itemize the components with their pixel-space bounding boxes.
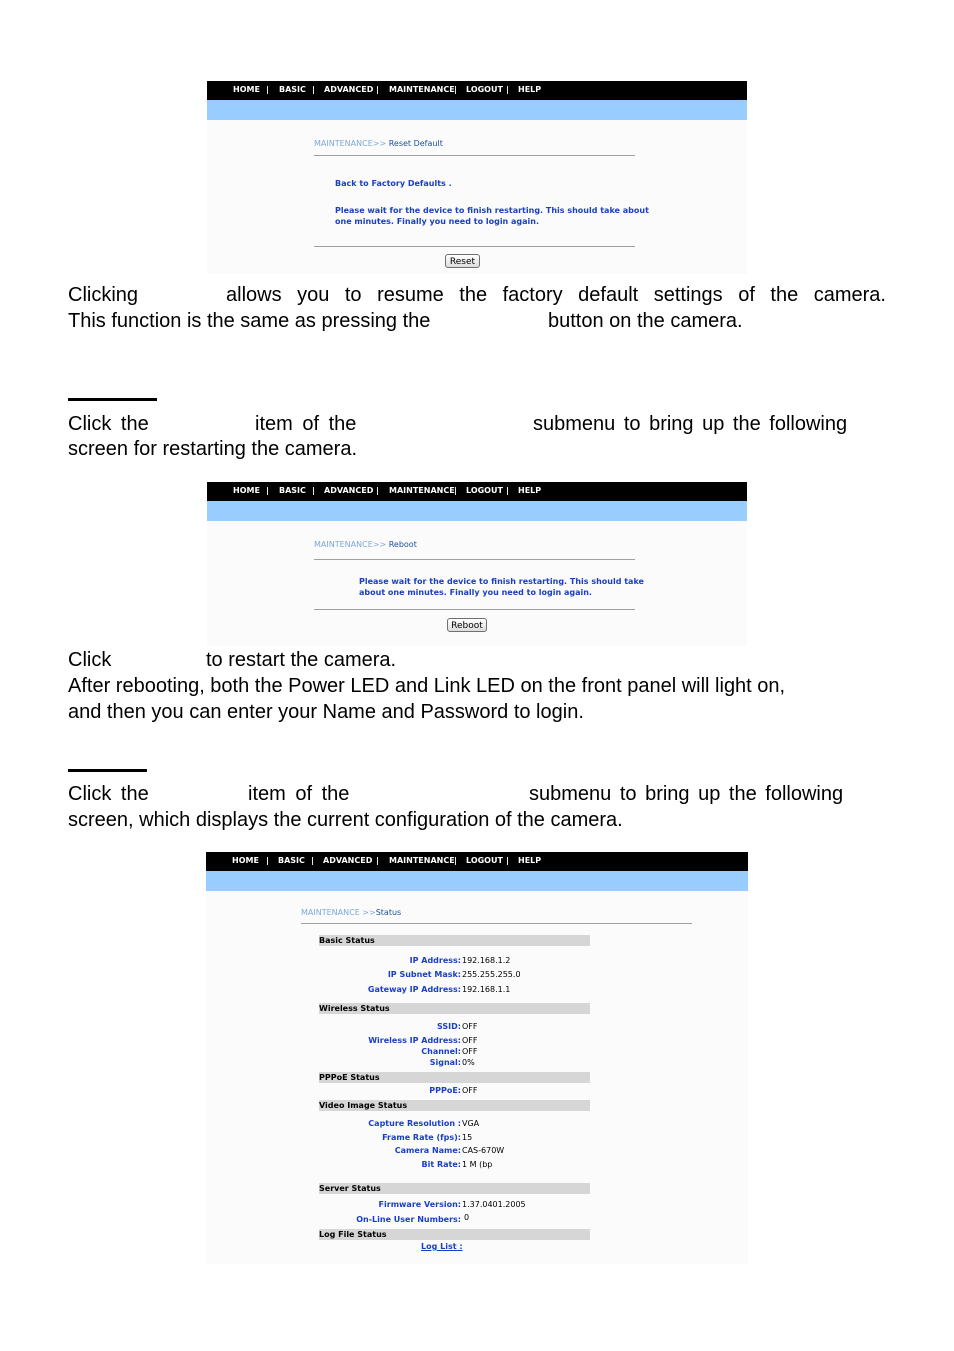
para2-submenu: submenu to bring up the following <box>533 413 848 435</box>
para4-item-of-the: item of the <box>248 783 350 805</box>
nav-separator: | <box>266 856 269 865</box>
breadcrumb: MAINTENANCE>> Reset Default <box>314 139 443 148</box>
para4-line2: screen, which displays the current configuration of the camera. <box>68 809 623 831</box>
para1-text: allows you to resume the factory default settings of the camera. <box>226 284 886 306</box>
divider <box>314 559 635 560</box>
nav-logout[interactable]: LOGOUT <box>466 85 503 94</box>
nav-advanced[interactable]: ADVANCED <box>323 856 373 865</box>
reset-default-screenshot <box>207 81 747 274</box>
nav-basic[interactable]: BASIC <box>279 486 306 495</box>
log-list-link[interactable]: Log List : <box>421 1242 463 1251</box>
para1-text-2b: button on the camera. <box>548 310 743 332</box>
para1-word-clicking: Clicking <box>68 284 139 306</box>
nav-separator: | <box>506 856 509 865</box>
nav-separator: | <box>454 856 457 865</box>
nav-advanced[interactable]: ADVANCED <box>324 85 374 94</box>
header-band <box>207 100 747 120</box>
nav-separator: | <box>376 85 379 94</box>
nav-maintenance[interactable]: MAINTENANCE <box>389 856 455 865</box>
restart-wait-message-2: one minutes. Finally you need to login again. <box>335 217 540 226</box>
divider <box>314 609 635 610</box>
section-heading-underline <box>68 769 147 772</box>
nav-home[interactable]: HOME <box>232 856 259 865</box>
breadcrumb: MAINTENANCE>> Reboot <box>314 540 417 549</box>
nav-separator: | <box>266 85 269 94</box>
nav-separator: | <box>506 486 509 495</box>
header-band <box>206 871 748 891</box>
nav-home[interactable]: HOME <box>233 486 260 495</box>
nav-separator: | <box>376 486 379 495</box>
para2-click-the: Click the <box>68 413 149 435</box>
nav-maintenance[interactable]: MAINTENANCE <box>389 85 455 94</box>
status-screenshot: HOME | BASIC | ADVANCED | MAINTENANCE | LOGOUT | HELP MAINTENANCE >>Status Basic Status IP Address: 192.168.1.2 IP Subnet Mask: 255.255.255.0 Gateway IP Address: 192.168.1.1 Wireless Status SSID: OFF Wireless IP Address: OFF Channel: OFF Signal: 0% PPPoE Status PPPoE: OFF Video Image Status Capture Resolution : VGA Frame Rate (fps): 15 Camera Name: CAS-670W Bit Rate: 1 M (bp Server Status Firmware Version: 1.37.0401.2005 On-Line User Numbers: 0 Log File Status Log List : <box>206 852 748 1264</box>
para4-submenu: submenu to bring up the following <box>529 783 844 805</box>
restart-wait-message-2: about one minutes. Finally you need to login again. <box>359 588 592 597</box>
nav-logout[interactable]: LOGOUT <box>466 486 503 495</box>
section-pppoe-status: PPPoE Status <box>319 1072 590 1083</box>
breadcrumb: MAINTENANCE >>Status <box>301 908 402 917</box>
nav-separator: | <box>376 856 379 865</box>
para4-click-the: Click the <box>68 783 149 805</box>
section-basic-status: Basic Status <box>319 935 590 946</box>
para3-line3: and then you can enter your Name and Password to login. <box>68 701 584 723</box>
section-video-image-status: Video Image Status <box>319 1100 590 1111</box>
nav-help[interactable]: HELP <box>518 486 542 495</box>
section-log-file-status: Log File Status <box>319 1229 590 1240</box>
header-band <box>207 501 747 521</box>
restart-wait-message: Please wait for the device to finish restarting. This should take about <box>335 206 649 215</box>
nav-separator: | <box>266 486 269 495</box>
para2-line2: screen for restarting the camera. <box>68 438 358 460</box>
para3-line2: After rebooting, both the Power LED and Link LED on the front panel will light on, <box>68 675 786 697</box>
reset-button[interactable]: Reset <box>445 254 480 268</box>
top-nav-bar <box>206 852 748 871</box>
top-nav-bar <box>207 482 747 501</box>
section-wireless-status: Wireless Status <box>319 1003 590 1014</box>
nav-separator: | <box>454 486 457 495</box>
nav-separator: | <box>506 85 509 94</box>
top-nav-bar <box>207 81 747 100</box>
section-heading-underline <box>68 398 157 401</box>
divider <box>301 923 692 924</box>
nav-separator: | <box>312 85 315 94</box>
reboot-screenshot <box>207 482 747 646</box>
divider <box>314 155 635 156</box>
nav-separator: | <box>311 856 314 865</box>
restart-wait-message: Please wait for the device to finish restarting. This should take <box>359 577 644 586</box>
nav-maintenance[interactable]: MAINTENANCE <box>389 486 455 495</box>
nav-help[interactable]: HELP <box>518 85 542 94</box>
nav-basic[interactable]: BASIC <box>279 85 306 94</box>
nav-home[interactable]: HOME <box>233 85 260 94</box>
reboot-button[interactable]: Reboot <box>447 618 487 632</box>
para1-text-2a: This function is the same as pressing the <box>68 310 431 332</box>
nav-separator: | <box>454 85 457 94</box>
factory-defaults-message: Back to Factory Defaults . <box>335 179 452 188</box>
para3-restart: to restart the camera. <box>206 649 397 671</box>
nav-logout[interactable]: LOGOUT <box>466 856 503 865</box>
nav-basic[interactable]: BASIC <box>278 856 305 865</box>
divider <box>314 246 635 247</box>
section-server-status: Server Status <box>319 1183 590 1194</box>
nav-separator: | <box>312 486 315 495</box>
para3-click: Click <box>68 649 112 671</box>
nav-advanced[interactable]: ADVANCED <box>324 486 374 495</box>
nav-help[interactable]: HELP <box>518 856 542 865</box>
para2-item-of-the: item of the <box>255 413 357 435</box>
